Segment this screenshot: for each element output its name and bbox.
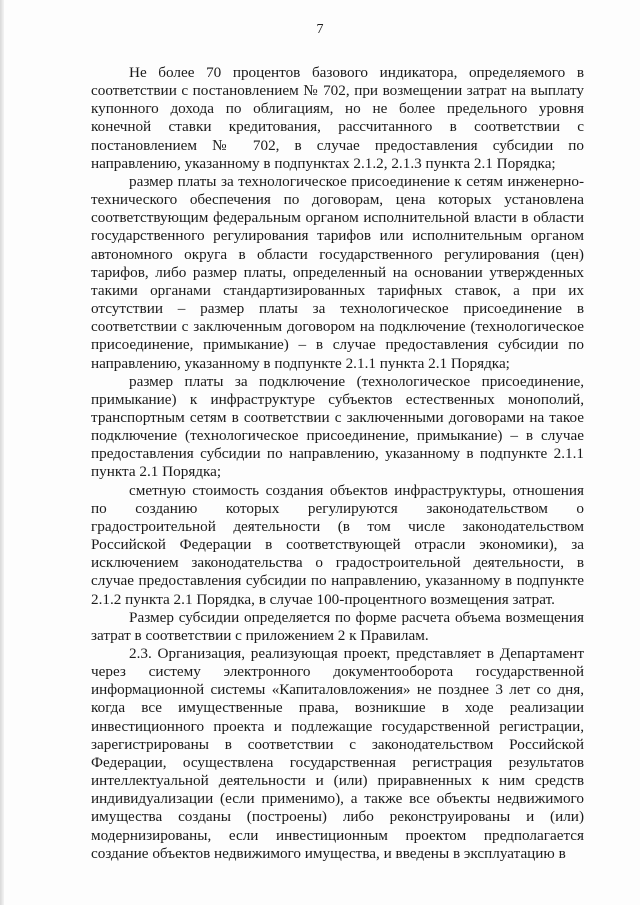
paragraph-subsidy-amount: Размер субсидии определяется по форме расчета объема возмещения затрат в соответствии с приложением 2 к Правилам. <box>91 608 584 644</box>
paragraph-estimated-cost: сметную стоимость создания объектов инфраструктуры, отношения по созданию которых регулируются законодательством о градостроительной деятельности (в том числе законодательством Российской Федерации в соответствующей отрасли экономики), за исключением законодательства о градостроительной деятельности, в случае предоставления субсидии по направлению, указанному в подпункте 2.1.2 пункта 2.1 Порядка, в случае 100-процентного возмещения затрат. <box>91 481 584 608</box>
paragraph-base-indicator: Не более 70 процентов базового индикатора, определяемого в соответствии с постановлением № 702, при возмещении затрат на выплату купонного дохода по облигациям, но не более предельного уровня конечной ставки кредитования, рассчитанного в соответствии с постановлением № 702, в случае предоставления субсидии по направлению, указанному в подпунктах 2.1.2, 2.1.3 пункта 2.1 Порядка; <box>91 64 584 172</box>
scan-edge <box>0 0 4 905</box>
paragraph-tech-connection-fee: размер платы за технологическое присоединение к сетям инженерно-технического обеспечения по договорам, цена которых установлена соответствующим федеральным органом исполнительной власти в области государственного регулирования тарифов или исполнительным органом автономного округа в области государственного регулирования (цен) тарифов, либо размер платы, определенный на основании утвержденных такими органами стандартизированных тарифных ставок, а при их отсутствии – размер платы за технологическое присоединение в соответствии с заключенным договором на подключение (технологическое присоединение, примыкание) – в случае предоставления субсидии по направлению, указанному в подпункте 2.1.1 пункта 2.1 Порядка; <box>91 172 584 372</box>
document-body <box>91 64 584 863</box>
paragraph-connection-fee-monopolies: размер платы за подключение (технологическое присоединение, примыкание) к инфраструктуре субъектов естественных монополий, транспортным сетям в соответствии с заключенными договорами на такое подключение (технологическое присоединение, примыкание) – в случае предоставления субсидии по направлению, указанному в подпункте 2.1.1 пункта 2.1 Порядка; <box>91 372 584 481</box>
page-number: 7 <box>316 22 324 37</box>
paragraph-section-2-3: 2.3. Организация, реализующая проект, представляет в Департамент через систему электронного документооборота государственной информационной системы «Капиталовложения» не позднее 3 лет со дня, когда все имущественные права, возникшие в ходе реализации инвестиционного проекта и подлежащие государственной регистрации, зарегистрированы в соответствии с законодательством Российской Федерации, осуществлена государственная регистрация результатов интеллектуальной деятельности и (или) приравненных к ним средств индивидуализации (если применимо), а также все объекты недвижимого имущества созданы (построены) либо реконструированы и (или) модернизированы, если инвестиционным проектом предполагается создание объектов недвижимого имущества, и введены в эксплуатацию в <box>91 645 584 862</box>
